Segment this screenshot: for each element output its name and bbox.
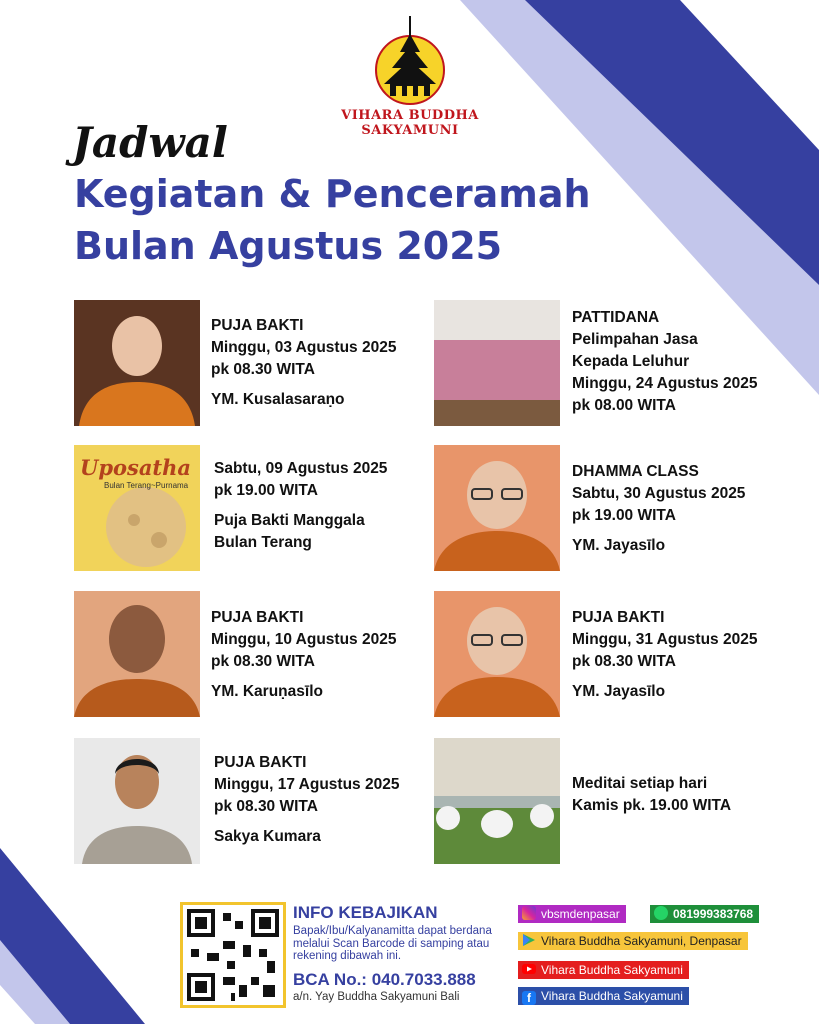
event-5-time: pk 08.30 WITA	[211, 653, 315, 670]
event-text-6	[572, 607, 787, 703]
info-text: Bapak/Ibu/Kalyanamitta dapat berdana melalui Scan Barcode di samping atau rekening dibawah ini.	[293, 925, 492, 962]
facebook-page: Vihara Buddha Sakyamuni	[541, 989, 683, 1003]
event-5-date: Minggu, 10 Agustus 2025	[211, 631, 397, 648]
event-8-time: Kamis pk. 19.00 WITA	[572, 797, 732, 814]
title-line-2: Bulan Agustus 2025	[74, 224, 503, 268]
event-1-date: Minggu, 03 Agustus 2025	[211, 339, 397, 356]
playstore-name: Vihara Buddha Sakyamuni, Denpasar	[541, 934, 742, 948]
monk-glasses-portrait-icon	[434, 591, 560, 717]
vihara-logo	[300, 12, 520, 138]
youtube-badge[interactable]	[518, 961, 689, 979]
event-text-8	[572, 773, 787, 817]
event-2-type: PATTIDANA	[572, 309, 660, 326]
event-6-time: pk 08.30 WITA	[572, 653, 676, 670]
event-photo-7	[74, 738, 200, 864]
monk-portrait-icon	[74, 591, 200, 717]
uposatha-subtitle: Bulan Terang~Purnama	[104, 481, 189, 490]
event-photo-2	[434, 300, 560, 426]
donation-qr-code	[180, 902, 286, 1008]
event-1-time: pk 08.30 WITA	[211, 361, 315, 378]
event-photo-8	[434, 738, 560, 864]
monk-portrait-icon	[74, 300, 200, 426]
speaker-portrait-icon	[74, 738, 200, 864]
event-text-3	[214, 458, 429, 554]
youtube-channel: Vihara Buddha Sakyamuni	[541, 963, 683, 977]
page-title	[74, 168, 694, 272]
event-7-time: pk 08.30 WITA	[214, 798, 318, 815]
event-2-date: Minggu, 24 Agustus 2025	[572, 375, 758, 392]
event-2-time: pk 08.00 WITA	[572, 397, 676, 414]
event-6-type: PUJA BAKTI	[572, 609, 665, 626]
title-line-1: Kegiatan & Penceramah	[74, 172, 591, 216]
title-script: Jadwal	[72, 118, 228, 167]
event-photo-5	[74, 591, 200, 717]
event-2-subtitle: Pelimpahan Jasa	[572, 331, 698, 348]
event-photo-4	[434, 445, 560, 571]
offering-hall-icon	[434, 300, 560, 426]
whatsapp-badge[interactable]	[650, 905, 759, 923]
event-8-title: Meditai setiap hari	[572, 775, 708, 792]
event-7-speaker: Sakya Kumara	[214, 828, 321, 845]
google-play-icon	[522, 933, 536, 947]
event-3-date: Sabtu, 09 Agustus 2025	[214, 460, 388, 477]
event-text-5	[211, 607, 426, 703]
event-photo-6	[434, 591, 560, 717]
event-6-speaker: YM. Jayasīlo	[572, 683, 666, 700]
event-5-speaker: YM. Karuṇasīlo	[211, 683, 323, 700]
event-text-1	[211, 315, 426, 411]
temple-emblem-icon	[300, 12, 520, 108]
event-6-date: Minggu, 31 Agustus 2025	[572, 631, 758, 648]
event-2-subtitle-2: Kepada Leluhur	[572, 353, 690, 370]
uposatha-title: Uposatha	[80, 455, 192, 480]
event-1-speaker: YM. Kusalasaraṇo	[211, 391, 345, 408]
youtube-icon	[522, 962, 536, 976]
info-title: INFO KEBAJIKAN	[293, 903, 438, 922]
event-7-type: PUJA BAKTI	[214, 754, 307, 771]
event-4-speaker: YM. Jayasīlo	[572, 537, 666, 554]
facebook-icon: f	[522, 991, 536, 1005]
event-4-time: pk 19.00 WITA	[572, 507, 676, 524]
instagram-badge[interactable]	[518, 905, 626, 923]
whatsapp-number: 081999383768	[673, 907, 754, 921]
qr-code-icon	[183, 905, 283, 1005]
instagram-handle: vbsmdenpasar	[541, 907, 620, 921]
event-3-title-2: Bulan Terang	[214, 534, 312, 551]
bank-account-holder: a/n. Yay Buddha Sakyamuni Bali	[293, 991, 460, 1003]
instagram-icon	[522, 906, 536, 920]
event-4-date: Sabtu, 30 Agustus 2025	[572, 485, 746, 502]
event-photo-3	[74, 445, 200, 571]
event-1-type: PUJA BAKTI	[211, 317, 304, 334]
event-3-time: pk 19.00 WITA	[214, 482, 318, 499]
whatsapp-icon	[654, 906, 668, 920]
event-5-type: PUJA BAKTI	[211, 609, 304, 626]
event-3-title: Puja Bakti Manggala	[214, 512, 365, 529]
bank-account: BCA No.: 040.7033.888	[293, 970, 476, 989]
event-text-7	[214, 752, 429, 848]
event-7-date: Minggu, 17 Agustus 2025	[214, 776, 400, 793]
playstore-badge[interactable]	[518, 932, 748, 950]
event-text-4	[572, 461, 787, 557]
facebook-badge[interactable]	[518, 987, 689, 1005]
vihara-name: VIHARA BUDDHA SAKYAMUNI	[341, 108, 479, 138]
event-4-type: DHAMMA CLASS	[572, 463, 699, 480]
event-photo-1	[74, 300, 200, 426]
event-text-2	[572, 307, 787, 417]
monk-glasses-portrait-icon	[434, 445, 560, 571]
meditation-photo-icon	[434, 738, 560, 864]
